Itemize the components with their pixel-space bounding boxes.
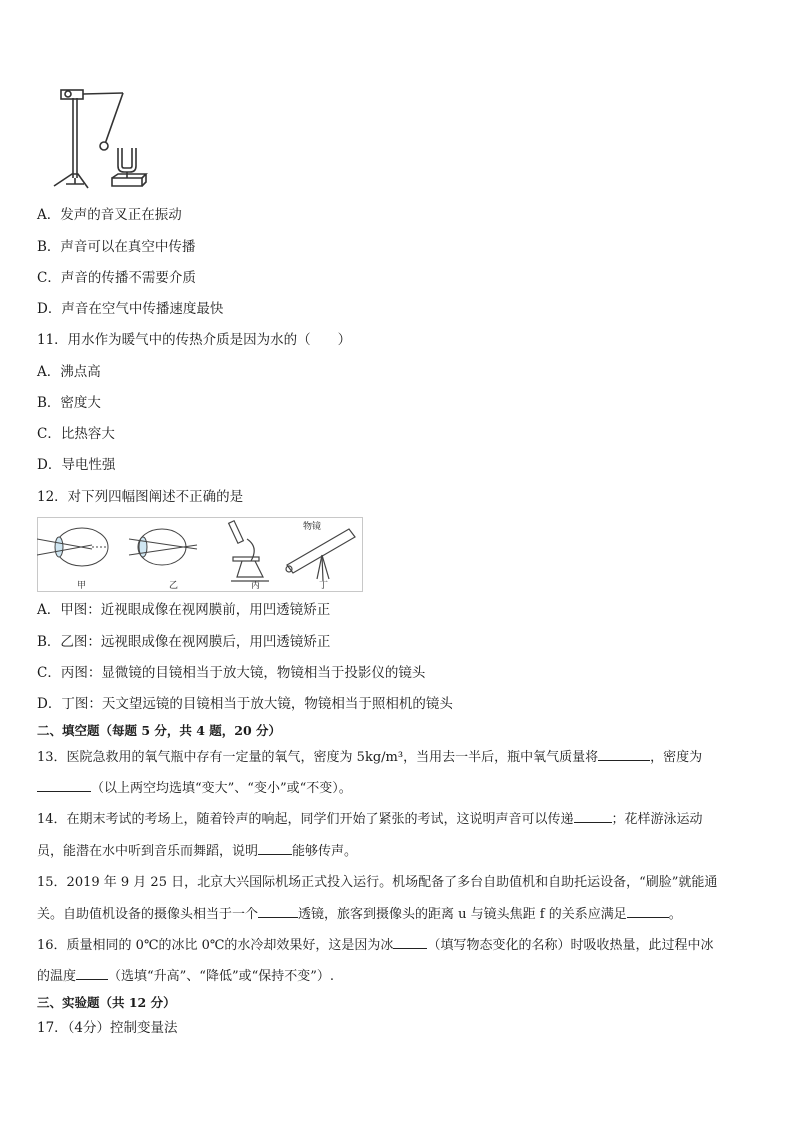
q14-text2-end: 能够传声。	[292, 844, 358, 859]
q11-option-d: D．导电性强	[37, 457, 116, 473]
fig-label-ding: 丁	[319, 581, 329, 591]
q11-stem: 11．用水作为暖气中的传热介质是因为水的（ ）	[37, 332, 352, 348]
q12-stem: 12．对下列四幅图阐述不正确的是	[37, 489, 244, 505]
q14-blank1	[574, 810, 612, 823]
q14-text1: 14．在期末考试的考场上，随着铃声的响起，同学们开始了紧张的考试，这说明声音可以传递	[37, 812, 574, 827]
q17-stem: 17．（4分）控制变量法	[37, 1020, 178, 1036]
q14-line2	[37, 842, 357, 861]
fig-label-yi: 乙	[169, 581, 179, 591]
q12-option-a: A．甲图：近视眼成像在视网膜前，用凹透镜矫正	[37, 602, 331, 618]
q13-text1-end: ，密度为	[650, 750, 703, 765]
q15-blank2	[627, 905, 669, 918]
q13-line2	[37, 779, 352, 798]
q13-blank2	[37, 779, 91, 792]
q13-text1: 13．医院急救用的氧气瓶中存有一定量的氧气，密度为 5kg/m³，当用去一半后，瓶中氧气质量将	[37, 750, 599, 765]
q15-text2-end: 。	[668, 907, 682, 922]
pendulum-tuning-fork-figure	[48, 80, 158, 192]
q14-text1-end: ；花样游泳运动	[611, 812, 703, 827]
fig-label-bing: 丙	[251, 581, 261, 591]
q10-option-c: C．声音的传播不需要介质	[37, 270, 196, 286]
q16-blank1	[393, 936, 427, 949]
q12-option-d: D．丁图：天文望远镜的目镜相当于放大镜，物镜相当于照相机的镜头	[37, 696, 453, 712]
q14-blank2	[258, 842, 292, 855]
q12-option-c: C．丙图：显微镜的目镜相当于放大镜，物镜相当于投影仪的镜头	[37, 665, 426, 681]
q14-text2: 员，能潜在水中听到音乐而舞蹈，说明	[37, 844, 259, 859]
q15-text2-mid: 透镜，旅客到摄像头的距离 u 与镜头焦距 f 的关系应满足	[298, 907, 627, 922]
q16-text2: 的温度	[37, 969, 77, 984]
q15-line1: 15．2019 年 9 月 25 日，北京大兴国际机场正式投入运行。机场配备了多台自助值机和自助托运设备，“刷脸”就能通	[37, 875, 718, 890]
section3-heading: 三、实验题（共 12 分）	[37, 995, 176, 1010]
section2-heading: 二、填空题（每题 5 分，共 4 题，20 分）	[37, 723, 282, 738]
q10-option-d: D．声音在空气中传播速度最快	[37, 301, 224, 317]
fig-label-objective: 物镜	[303, 522, 322, 532]
optics-four-panel-figure	[37, 517, 363, 592]
q13-text2-end: （以上两空均选填“变大”、“变小”或“不变）。	[91, 781, 352, 796]
q15-text2: 关。自助值机设备的摄像头相当于一个	[37, 907, 259, 922]
q13-blank1	[598, 748, 650, 761]
q15-blank1	[258, 905, 298, 918]
q11-option-c: C．比热容大	[37, 426, 115, 442]
q16-text1-end: （填写物态变化的名称）时吸收热量，此过程中冰	[427, 938, 714, 953]
q10-option-a: A．发声的音叉正在振动	[37, 207, 182, 223]
q10-option-b: B．声音可以在真空中传播	[37, 239, 196, 255]
q16-line2	[37, 967, 334, 986]
q16-text2-end: （选填“升高”、“降低”或“保持不变”）.	[108, 969, 335, 984]
q11-option-a: A．沸点高	[37, 364, 101, 380]
q16-text1: 16．质量相同的 0℃的冰比 0℃的水冷却效果好，这是因为冰	[37, 938, 394, 953]
q15-line2	[37, 905, 682, 924]
q16-blank2	[76, 967, 108, 980]
fig-label-jia: 甲	[77, 581, 87, 591]
q14-line1	[37, 810, 703, 829]
q11-option-b: B．密度大	[37, 395, 101, 411]
q13-line1	[37, 748, 702, 767]
q12-option-b: B．乙图：远视眼成像在视网膜后，用凹透镜矫正	[37, 634, 331, 650]
q16-line1	[37, 936, 713, 955]
